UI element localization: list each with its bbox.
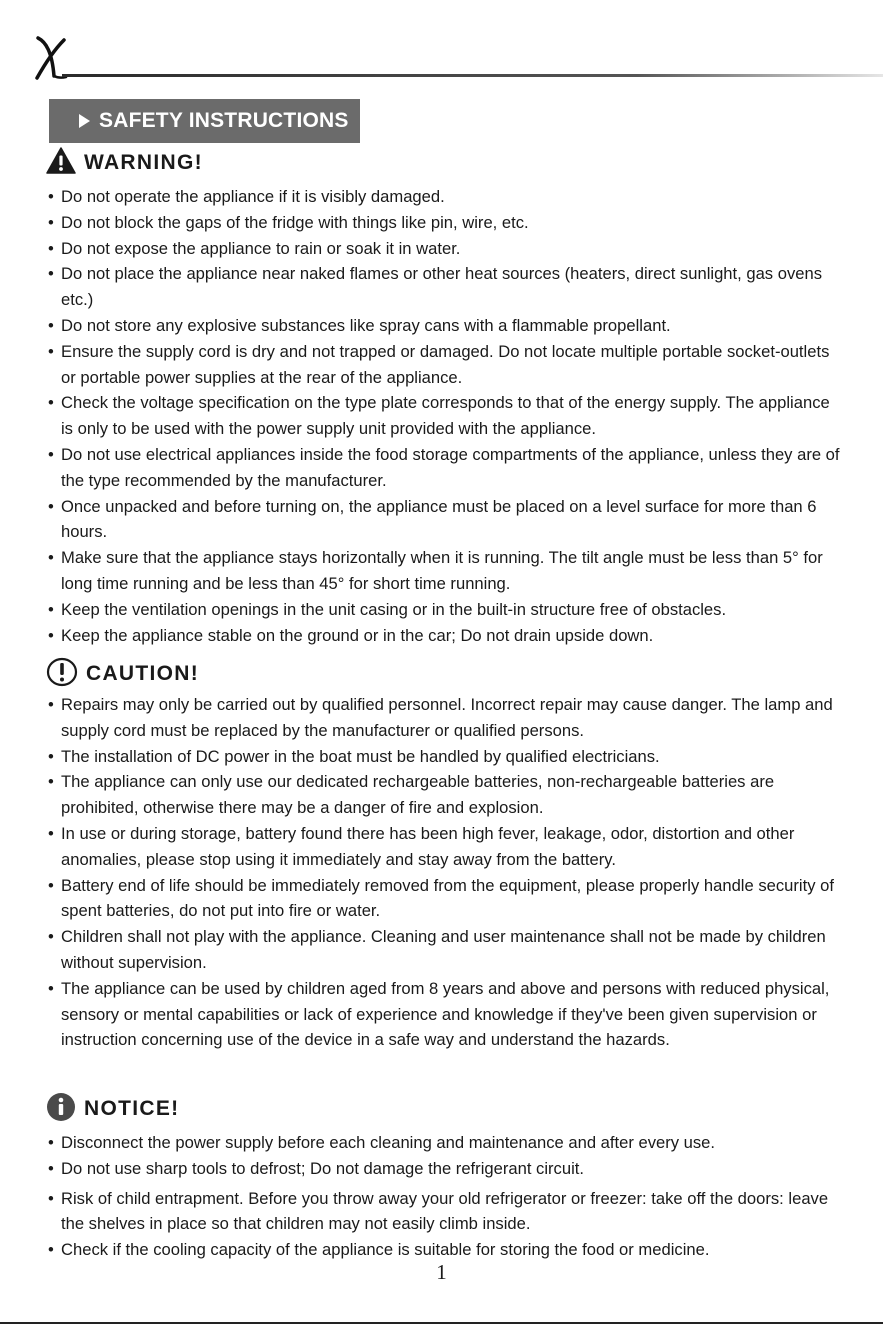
list-item: • Check if the cooling capacity of the appliance is suitable for storing the food or medicine. xyxy=(46,1237,846,1263)
list-item: • Do not expose the appliance to rain or soak it in water. xyxy=(46,236,846,262)
list-item: • Disconnect the power supply before each cleaning and maintenance and after every use. xyxy=(46,1130,846,1156)
list-item: • In use or during storage, battery found there has been high fever, leakage, odor, distortion and other anomalies, please stop using it immediately and stay away from the battery. xyxy=(46,821,846,873)
caution-list xyxy=(46,692,846,1053)
list-item: • The installation of DC power in the boat must be handled by qualified electricians. xyxy=(46,744,846,770)
list-item: • Once unpacked and before turning on, the appliance must be placed on a level surface for more than 6 hours. xyxy=(46,494,846,546)
caution-title: CAUTION! xyxy=(86,662,200,685)
list-item: • Check the voltage specification on the type plate corresponds to that of the energy supply. The appliance is only to be used with the power supply unit provided with the appliance. xyxy=(46,390,846,442)
exclamation-circle-icon xyxy=(46,657,78,692)
list-item: • Ensure the supply cord is dry and not trapped or damaged. Do not locate multiple portable socket-outlets or portable power supplies at the rear of the appliance. xyxy=(46,339,846,391)
warning-heading xyxy=(46,148,203,178)
play-arrow-icon xyxy=(79,114,90,128)
notice-heading xyxy=(46,1094,179,1124)
list-item: • Do not place the appliance near naked flames or other heat sources (heaters, direct sunlight, gas ovens etc.) xyxy=(46,261,846,313)
list-item: • Do not use sharp tools to defrost; Do not damage the refrigerant circuit. xyxy=(46,1156,846,1182)
list-item: • Do not use electrical appliances inside the food storage compartments of the appliance, unless they are of the type recommended by the manufacturer. xyxy=(46,442,846,494)
notice-title: NOTICE! xyxy=(84,1097,180,1120)
header-divider xyxy=(62,74,883,77)
warning-title: WARNING! xyxy=(84,151,203,174)
list-item: • Battery end of life should be immediately removed from the equipment, please properly handle security of spent batteries, do not put into fire or water. xyxy=(46,873,846,925)
section-banner xyxy=(49,99,360,143)
page-number: 1 xyxy=(436,1260,447,1284)
list-item: • Repairs may only be carried out by qualified personnel. Incorrect repair may cause danger. The lamp and supply cord must be replaced by the manufacturer or qualified persons. xyxy=(46,692,846,744)
list-item: • Do not operate the appliance if it is visibly damaged. xyxy=(46,184,846,210)
info-circle-icon xyxy=(46,1092,76,1127)
list-item: • Do not store any explosive substances like spray cans with a flammable propellant. xyxy=(46,313,846,339)
list-item: • Children shall not play with the appliance. Cleaning and user maintenance shall not be made by children without supervision. xyxy=(46,924,846,976)
warning-list xyxy=(46,184,846,648)
list-item: • Keep the appliance stable on the ground or in the car; Do not drain upside down. xyxy=(46,623,846,649)
list-item: • Do not block the gaps of the fridge with things like pin, wire, etc. xyxy=(46,210,846,236)
list-item: • Keep the ventilation openings in the unit casing or in the built-in structure free of obstacles. xyxy=(46,597,846,623)
warning-triangle-icon xyxy=(46,147,76,179)
list-item: • Make sure that the appliance stays horizontally when it is running. The tilt angle must be less than 5° for long time running and be less than 45° for short time running. xyxy=(46,545,846,597)
caution-heading xyxy=(46,659,199,689)
list-item: • The appliance can only use our dedicated rechargeable batteries, non-rechargeable batteries are prohibited, otherwise there may be a danger of fire and explosion. xyxy=(46,769,846,821)
brand-logo-icon xyxy=(34,36,68,85)
list-item: • Risk of child entrapment. Before you throw away your old refrigerator or freezer: take off the doors: leave the shelves in place so that children may not easily climb inside. xyxy=(46,1186,846,1238)
section-title: SAFETY INSTRUCTIONS xyxy=(99,109,349,132)
notice-list xyxy=(46,1130,846,1263)
list-item: • The appliance can be used by children aged from 8 years and above and persons with reduced physical, sensory or mental capabilities or lack of experience and knowledge if they've been given supervision or instruction concerning use of the device in a safe way and understand the hazards. xyxy=(46,976,846,1053)
